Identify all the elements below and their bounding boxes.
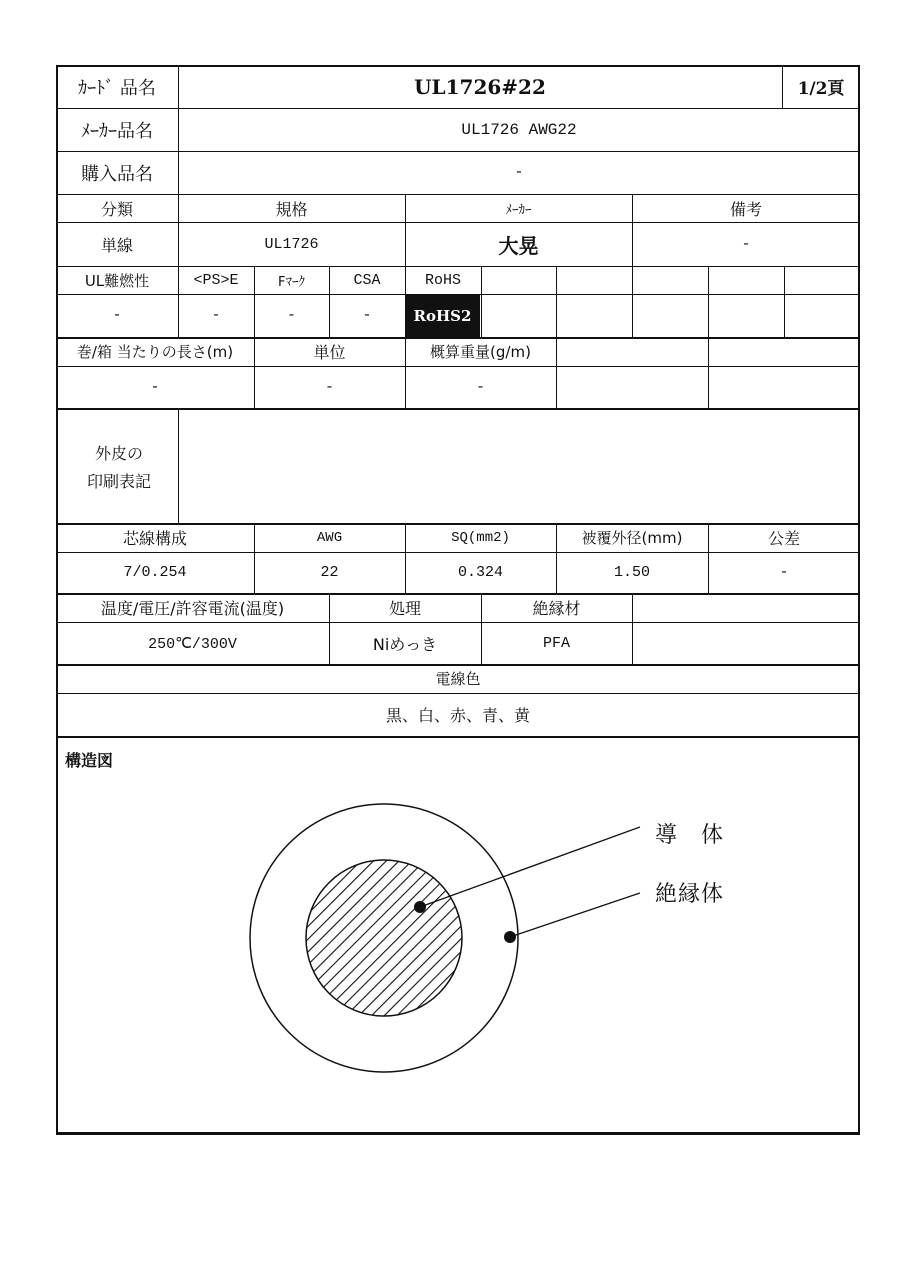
csa-value: -: [362, 307, 372, 324]
insulation-header: 絶縁材: [532, 599, 581, 618]
sq-header: SQ(mm2): [451, 529, 510, 546]
remarks-header: 備考: [729, 199, 762, 219]
print-marking-label-line1: 外皮の: [94, 444, 143, 463]
length-per-reel-value: -: [150, 378, 160, 396]
page-indicator: 1/2頁: [797, 79, 845, 99]
insulator-point-dot: [504, 931, 516, 943]
print-marking-label-line2: 印刷表記: [86, 472, 151, 491]
strand-config-header: 芯線構成: [122, 529, 187, 548]
purchase-product-label: 購入品名: [81, 163, 153, 185]
pse-value: -: [211, 307, 221, 324]
maker-value: 大晃: [498, 233, 539, 258]
ul-flame-value: -: [112, 307, 122, 324]
card-name-label: ｶｰﾄﾞ 品名: [78, 77, 156, 99]
print-marking-value: [178, 408, 860, 523]
col-line: [632, 593, 633, 664]
sq-value: 0.324: [457, 564, 503, 581]
insulator-label: 絶縁体: [655, 882, 725, 907]
col-line: [556, 337, 557, 408]
col-line: [708, 337, 709, 408]
maker-product-label: ﾒｰｶｰ品名: [81, 120, 153, 142]
maker-header: ﾒｰｶｰ: [505, 202, 532, 218]
unit-header: 単位: [313, 343, 346, 362]
insulation-value: PFA: [542, 634, 570, 652]
f-mark-header: Fﾏｰｸ: [278, 274, 305, 290]
conductor-label: 導 体: [655, 823, 725, 848]
standard-header: 規格: [275, 199, 308, 219]
col-line: [481, 266, 482, 337]
ul-flame-header: UL難燃性: [84, 271, 150, 290]
maker-product-value: UL1726 AWG22: [461, 120, 577, 139]
rating-value: 250℃/300V: [148, 635, 237, 653]
structure-title: 構造図: [65, 751, 114, 770]
treatment-header: 処理: [388, 599, 421, 618]
col-line: [784, 266, 785, 337]
cable-cross-section-diagram: [230, 800, 660, 1090]
rohs2-badge: RoHS2: [405, 295, 480, 337]
print-marking-label: [60, 440, 178, 496]
wire-color-header: 電線色: [435, 670, 481, 688]
classification-value: 単線: [100, 235, 133, 255]
standard-value: UL1726: [264, 235, 319, 253]
outer-diameter-value: 1.50: [613, 564, 650, 581]
conductor-circle: [306, 860, 462, 1016]
insulator-leader-line: [510, 893, 640, 937]
csa-header: CSA: [353, 271, 381, 289]
classification-header: 分類: [100, 199, 133, 219]
conductor-point-dot: [414, 901, 426, 913]
purchase-product-value: -: [514, 164, 524, 181]
tolerance-header: 公差: [767, 529, 800, 548]
unit-value: -: [324, 378, 334, 396]
rohs-header: RoHS: [424, 271, 461, 289]
approx-weight-value: -: [475, 378, 485, 396]
card-name-value: UL1726#22: [414, 74, 546, 99]
col-line: [632, 266, 633, 337]
treatment-value: Niめっき: [372, 634, 438, 654]
strand-config-value: 7/0.254: [123, 564, 187, 581]
outer-diameter-header: 被覆外径(mm): [581, 529, 683, 547]
remarks-value: -: [741, 235, 751, 253]
row-line: [56, 736, 860, 738]
rating-header: 温度/電圧/許容電流(温度): [100, 599, 285, 618]
col-line: [556, 266, 557, 337]
awg-header: AWG: [316, 529, 343, 546]
col-line: [708, 266, 709, 337]
length-per-reel-header: 巻/箱 当たりの長さ(m): [76, 343, 234, 361]
sheet-base-line: [56, 1134, 860, 1135]
tolerance-value: -: [779, 564, 789, 581]
wire-color-value: 黒、白、赤、青、黄: [385, 706, 530, 725]
f-mark-value: -: [286, 307, 296, 324]
approx-weight-header: 概算重量(g/m): [430, 343, 531, 361]
awg-value: 22: [320, 564, 339, 581]
pse-header: <PS>E: [193, 271, 239, 289]
